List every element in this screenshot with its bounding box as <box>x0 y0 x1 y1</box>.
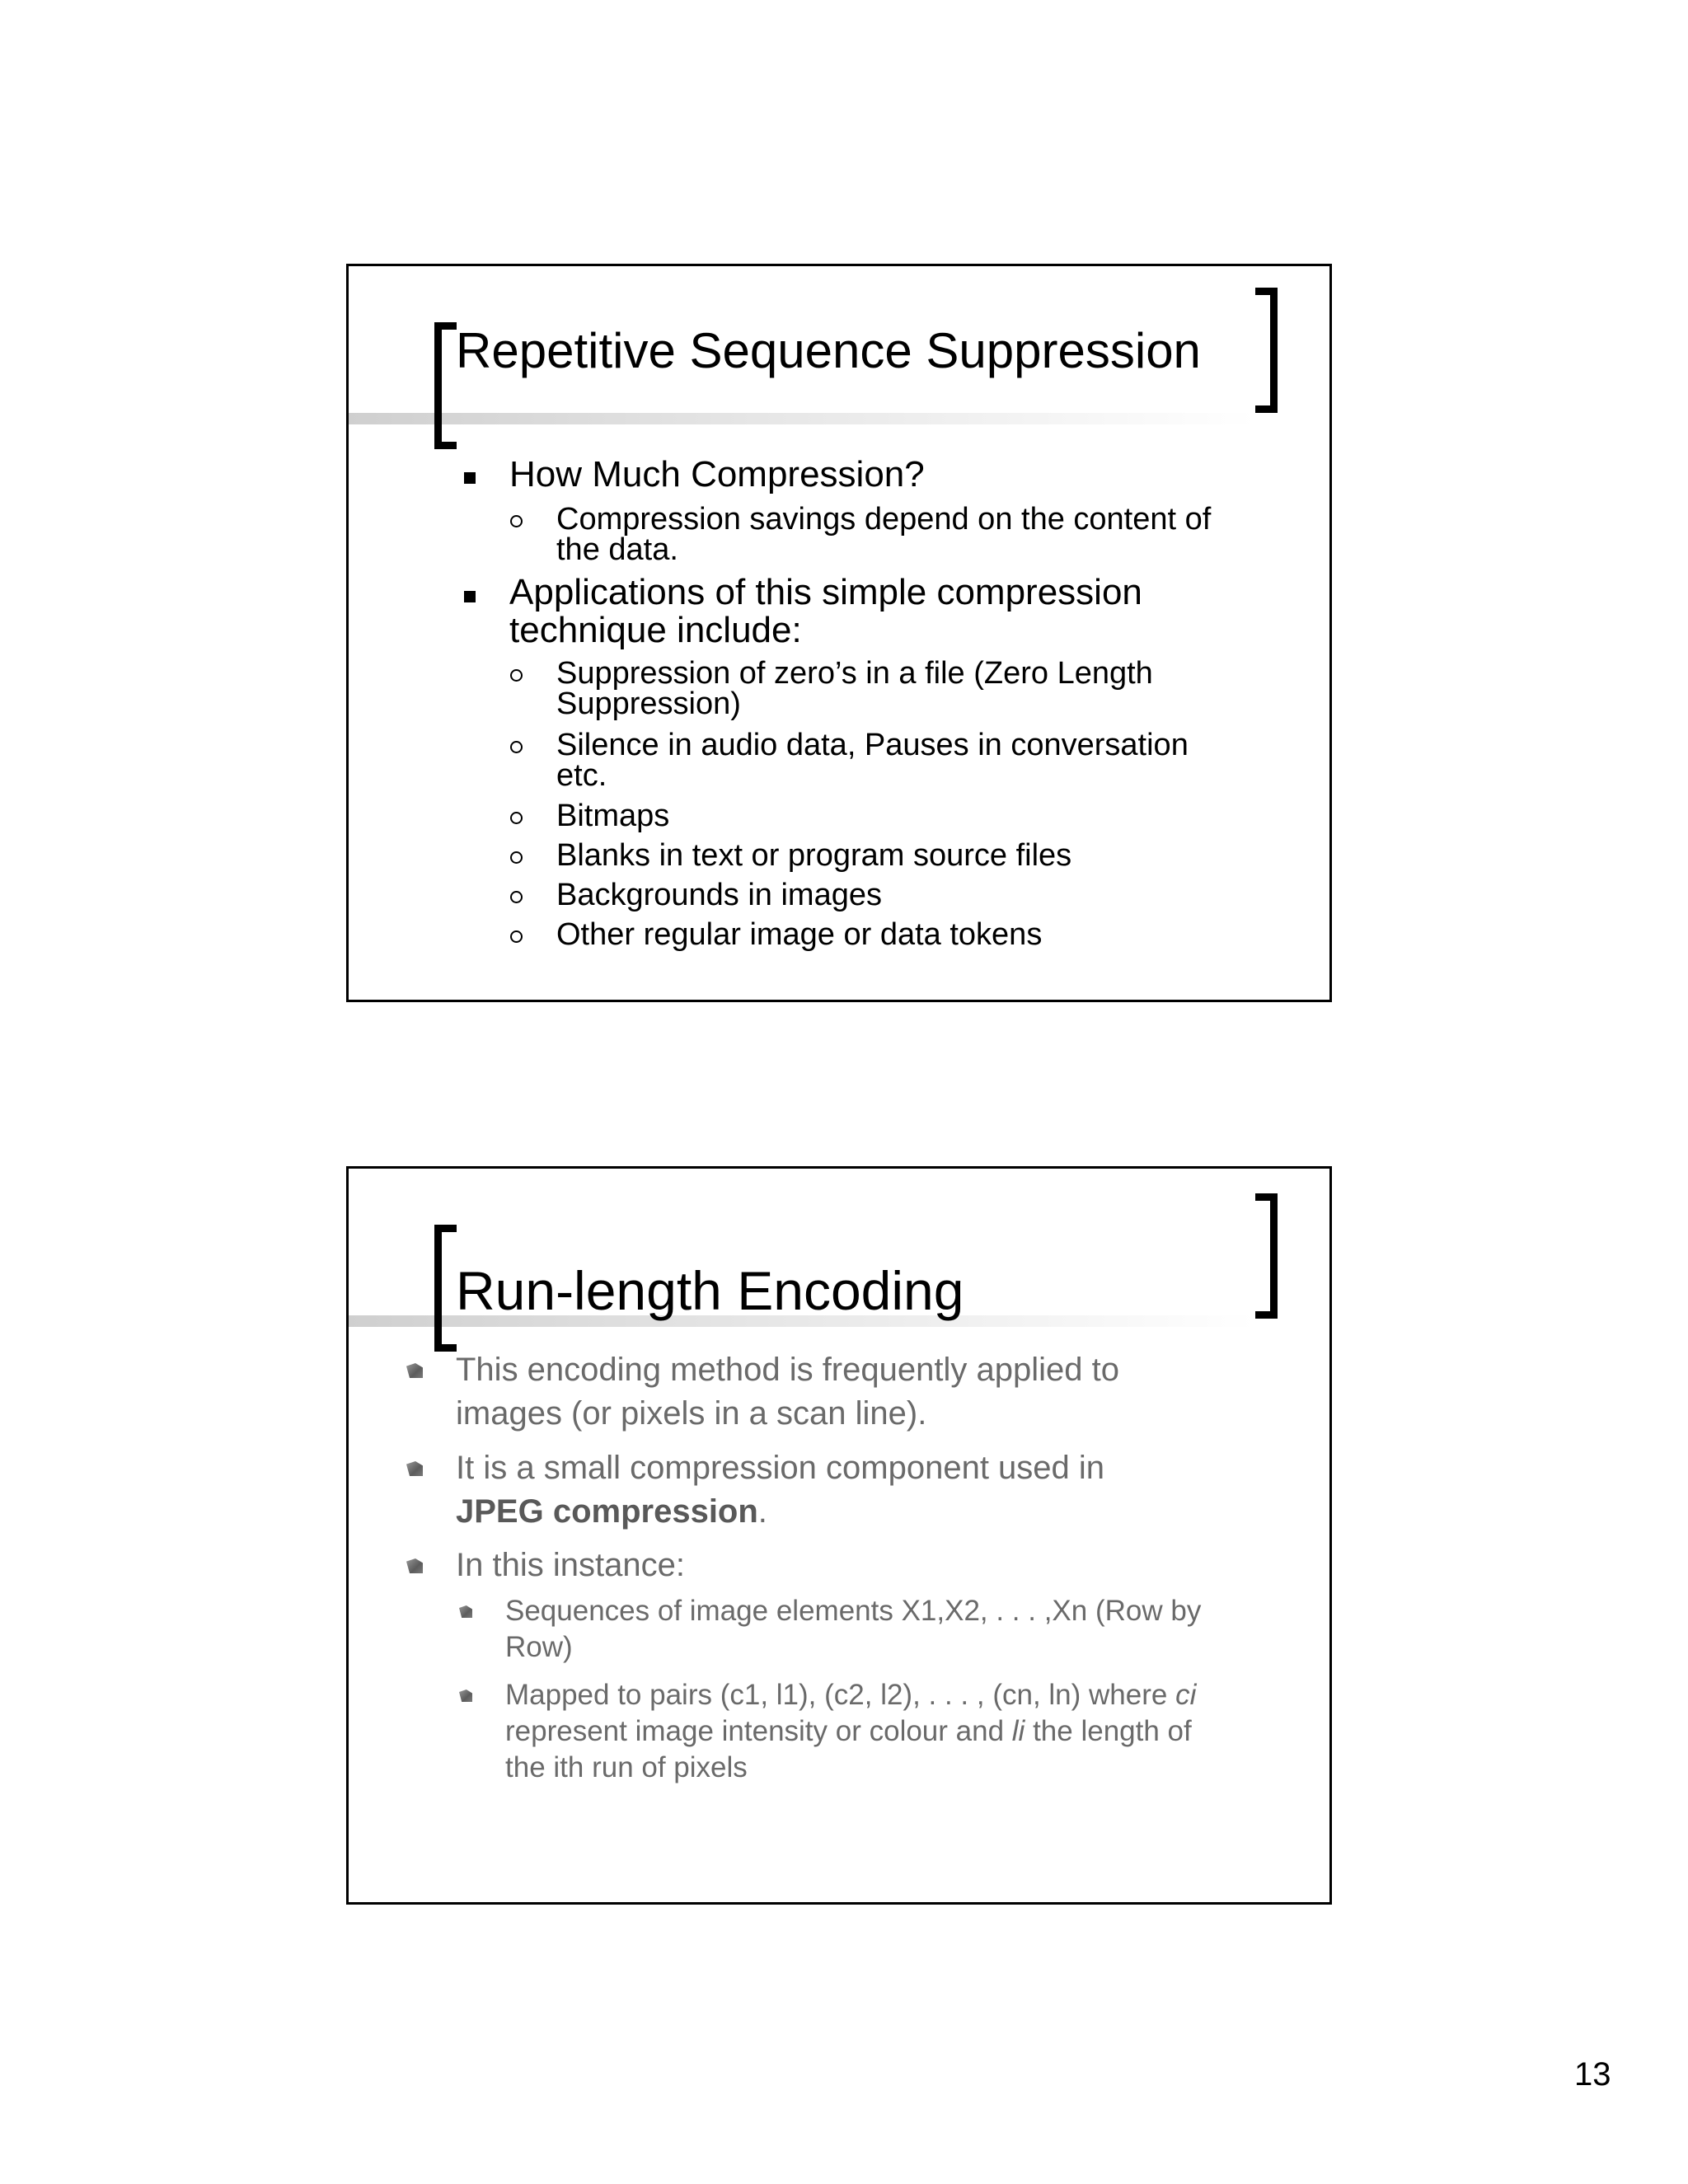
bullet-circle <box>510 851 523 864</box>
slide-title: Repetitive Sequence Suppression <box>456 323 1201 378</box>
left-bracket <box>434 322 457 449</box>
bullet-circle <box>510 891 523 903</box>
bullet-circle <box>510 741 523 753</box>
bold-phrase: JPEG compression <box>456 1493 758 1530</box>
bullet-square <box>464 472 476 484</box>
bullet-text: It is a small compression component used in JPEG compression. <box>456 1450 1105 1530</box>
right-bracket <box>1255 288 1278 413</box>
left-bracket <box>434 1225 457 1352</box>
bullet-circle <box>510 515 523 527</box>
sub-bullet-text: Other regular image or data tokens <box>556 917 1043 952</box>
bullet-icon <box>406 1461 423 1476</box>
sub-bullet-icon <box>459 1690 472 1702</box>
bullet-text: This encoding method is frequently applied to images (or pixels in a scan line). <box>456 1352 1119 1432</box>
slide-run-length-encoding <box>346 1166 1332 1905</box>
sub-bullet-text: Compression savings depend on the content of the data. <box>556 502 1212 567</box>
bullet-icon <box>406 1558 423 1573</box>
page-number: 13 <box>1574 2056 1611 2093</box>
sub-bullet-text: Silence in audio data, Pauses in conversation etc. <box>556 728 1189 793</box>
bullet-icon <box>406 1363 423 1378</box>
sub-bullet-text: Bitmaps <box>556 799 670 833</box>
sub-bullet-text: Suppression of zero’s in a file (Zero Length Suppression) <box>556 656 1153 721</box>
bullet-circle <box>510 930 523 943</box>
bullet-text: Applications of this simple compression technique include: <box>509 572 1142 650</box>
bullet-text: How Much Compression? <box>509 454 925 494</box>
bullet-circle <box>510 812 523 824</box>
sub-bullet-text: Blanks in text or program source files <box>556 838 1072 873</box>
sub-bullet-text: Backgrounds in images <box>556 878 882 912</box>
sub-bullet-text: Mapped to pairs (c1, l1), (c2, l2), . . . , (cn, ln) where ci represent image intensity or colour and li the length of the ith run of pixels <box>505 1679 1197 1783</box>
bullet-text: In this instance: <box>456 1547 685 1583</box>
title-underline <box>349 413 1255 424</box>
bullet-square <box>464 591 476 602</box>
right-bracket <box>1255 1193 1278 1319</box>
bullet-circle <box>510 669 523 682</box>
slide-repetitive-sequence-suppression <box>346 264 1332 1002</box>
sub-bullet-text: Sequences of image elements X1,X2, . . . ,Xn (Row by Row) <box>505 1595 1202 1663</box>
slide-title: Run-length Encoding <box>456 1260 964 1321</box>
sub-bullet-icon <box>459 1605 472 1618</box>
